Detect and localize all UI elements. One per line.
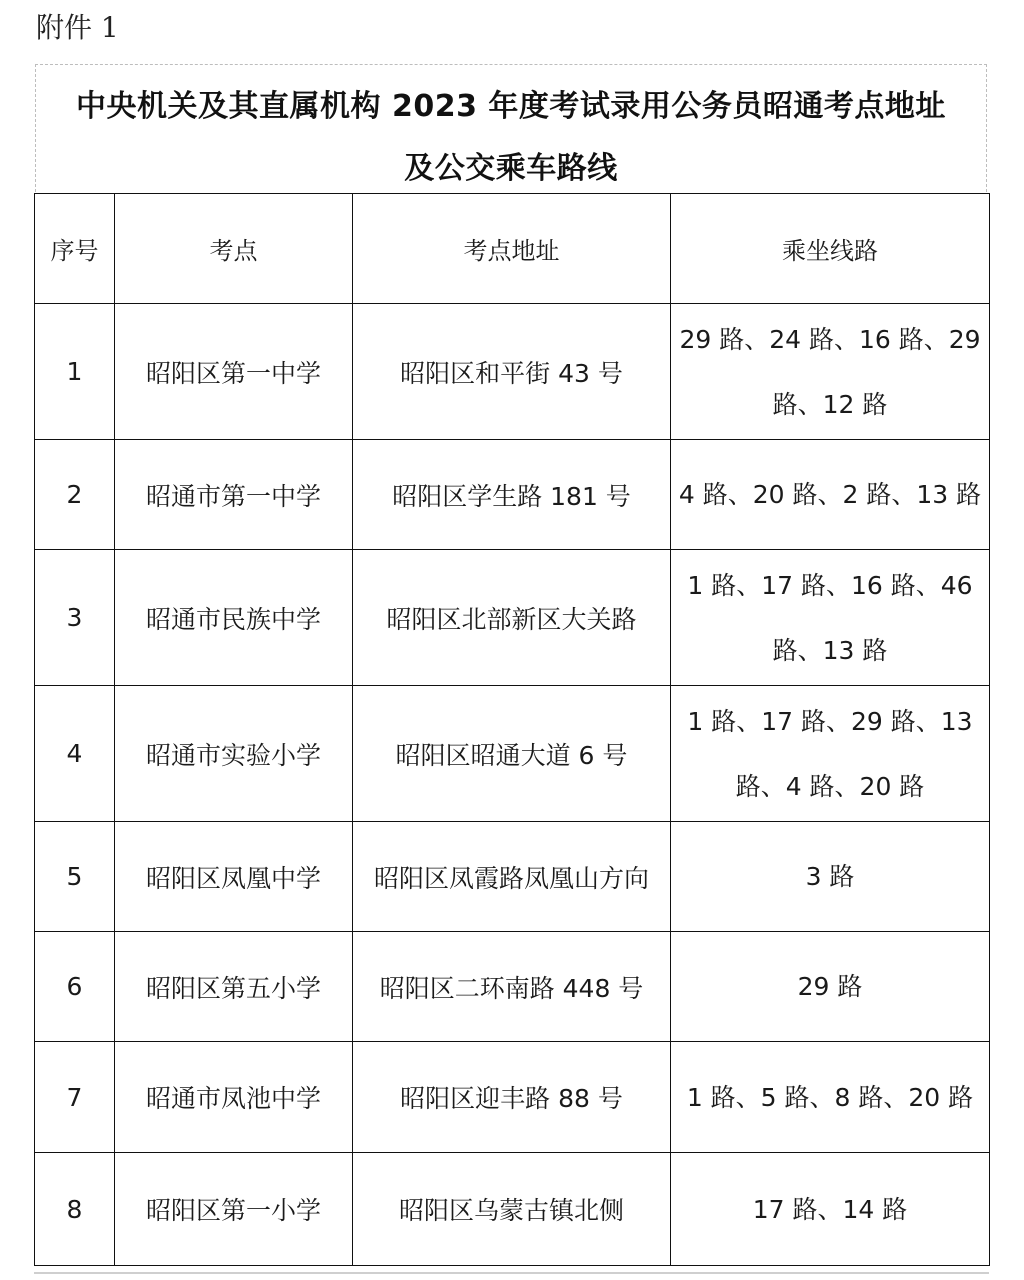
cell-address: 昭阳区昭通大道 6 号 bbox=[353, 686, 671, 822]
document-title bbox=[35, 64, 987, 192]
cell-site: 昭通市凤池中学 bbox=[115, 1042, 353, 1153]
cell-address: 昭阳区北部新区大关路 bbox=[353, 550, 671, 686]
cell-address: 昭阳区迎丰路 88 号 bbox=[353, 1042, 671, 1153]
cell-address: 昭阳区和平街 43 号 bbox=[353, 304, 671, 440]
cell-routes: 1 路、17 路、29 路、13 路、4 路、20 路 bbox=[671, 686, 990, 822]
cell-seq: 5 bbox=[35, 822, 115, 932]
title-line-2: 及公交乘车路线 bbox=[404, 151, 618, 186]
cell-routes: 29 路 bbox=[671, 932, 990, 1042]
table-row bbox=[35, 1042, 990, 1153]
cell-address: 昭阳区凤霞路凤凰山方向 bbox=[353, 822, 671, 932]
cell-site: 昭阳区凤凰中学 bbox=[115, 822, 353, 932]
cell-routes: 1 路、17 路、16 路、46 路、13 路 bbox=[671, 550, 990, 686]
cell-seq: 7 bbox=[35, 1042, 115, 1153]
exam-site-table bbox=[34, 193, 990, 1266]
cell-seq: 4 bbox=[35, 686, 115, 822]
table-row bbox=[35, 1153, 990, 1266]
cell-site: 昭阳区第一中学 bbox=[115, 304, 353, 440]
header-address: 考点地址 bbox=[353, 194, 671, 304]
bottom-divider bbox=[34, 1272, 989, 1274]
attachment-label: 附件 1 bbox=[36, 11, 119, 44]
table-row bbox=[35, 822, 990, 932]
cell-routes: 29 路、24 路、16 路、29 路、12 路 bbox=[671, 304, 990, 440]
title-line-1: 中央机关及其直属机构 2023 年度考试录用公务员昭通考点地址 bbox=[76, 89, 946, 124]
table-row bbox=[35, 304, 990, 440]
header-site: 考点 bbox=[115, 194, 353, 304]
table-row bbox=[35, 550, 990, 686]
table-row bbox=[35, 686, 990, 822]
cell-seq: 3 bbox=[35, 550, 115, 686]
header-seq: 序号 bbox=[35, 194, 115, 304]
cell-address: 昭阳区二环南路 448 号 bbox=[353, 932, 671, 1042]
cell-routes: 1 路、5 路、8 路、20 路 bbox=[671, 1042, 990, 1153]
table-header-row bbox=[35, 194, 990, 304]
cell-site: 昭阳区第五小学 bbox=[115, 932, 353, 1042]
table-row bbox=[35, 932, 990, 1042]
cell-routes: 3 路 bbox=[671, 822, 990, 932]
cell-site: 昭通市实验小学 bbox=[115, 686, 353, 822]
cell-seq: 1 bbox=[35, 304, 115, 440]
header-routes: 乘坐线路 bbox=[671, 194, 990, 304]
cell-site: 昭通市民族中学 bbox=[115, 550, 353, 686]
cell-routes: 17 路、14 路 bbox=[671, 1153, 990, 1266]
table-row bbox=[35, 440, 990, 550]
cell-seq: 8 bbox=[35, 1153, 115, 1266]
cell-site: 昭阳区第一小学 bbox=[115, 1153, 353, 1266]
cell-seq: 2 bbox=[35, 440, 115, 550]
cell-address: 昭阳区学生路 181 号 bbox=[353, 440, 671, 550]
cell-seq: 6 bbox=[35, 932, 115, 1042]
cell-routes: 4 路、20 路、2 路、13 路 bbox=[671, 440, 990, 550]
cell-site: 昭通市第一中学 bbox=[115, 440, 353, 550]
cell-address: 昭阳区乌蒙古镇北侧 bbox=[353, 1153, 671, 1266]
